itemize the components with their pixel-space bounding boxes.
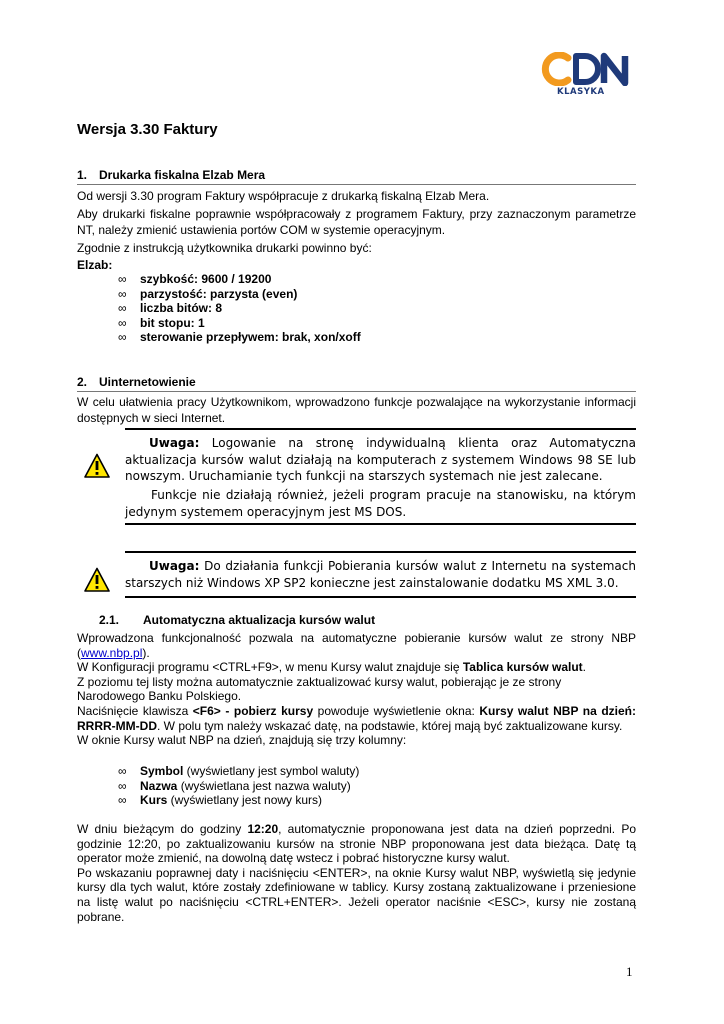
section-2-1-tail	[77, 822, 636, 924]
section-2-1-p1	[77, 631, 636, 660]
p2-end: .	[582, 660, 586, 675]
section-2-rule	[77, 391, 636, 392]
columns-list	[118, 764, 359, 808]
list-item: ∞ bit stopu: 1	[118, 316, 361, 331]
section-2-p1: W celu ułatwienia pracy Użytkownikom, wprowadzono funkcje pozwalające na wykorzystanie informacji dostępnych w sieci Internet.	[77, 395, 636, 425]
p4-text: Naciśnięcie klawisza	[77, 703, 193, 718]
page-title: Wersja 3.30 Faktury	[77, 121, 218, 138]
note-2-body: Do działania funkcji Pobierania kursów walut z Internetu na systemach starszych niż Windows XP SP2 konieczne jest zainstalowanie dodatku MS XML 3.0.	[125, 559, 636, 590]
warning-icon	[84, 567, 110, 593]
note-1-body: Logowanie na stronę indywidualną klienta oraz Automatyczna aktualizacja kursów walut działają na komputerach z systemem Windows 98 SE lub nowszym. Uruchamianie tych funkcji na starszych systemach nie jest zalecane.	[125, 436, 636, 483]
cdn-logo-mark	[540, 52, 635, 86]
p1-text: Wprowadzona funkcjonalność pozwala na automatyczne pobieranie kursów walut ze strony NBP (	[77, 631, 636, 660]
note-1-bottom-rule	[125, 523, 636, 525]
section-2-1-p3: Z poziomu tej listy można automatycznie zaktualizować kursy walut, pobierając je ze strony Narodowego Banku Polskiego.	[77, 674, 562, 704]
column-desc: (wyświetlana jest nazwa waluty)	[177, 778, 351, 793]
p4-bold1: <F6> - pobierz kursy	[192, 703, 314, 718]
column-desc: (wyświetlany jest nowy kurs)	[167, 793, 323, 808]
elzab-label: Elzab:	[77, 258, 113, 272]
cdn-klasyka-logo	[540, 52, 635, 102]
column-name: Kurs	[140, 793, 168, 808]
p1-end: ).	[142, 645, 150, 660]
note-1-top-rule	[125, 428, 636, 430]
section-2-1-p5: W oknie Kursy walut NBP na dzień, znajdują się trzy kolumny:	[77, 733, 407, 748]
logo-subtitle: KLASYKA	[557, 87, 605, 97]
section-1-rule	[77, 184, 636, 185]
section-2-title: Uinternetowienie	[99, 375, 196, 389]
section-2-heading	[77, 375, 196, 389]
column-desc: (wyświetlany jest symbol waluty)	[183, 764, 360, 778]
list-item: ∞ sterowanie przepływem: brak, xon/xoff	[118, 330, 361, 345]
section-1-title: Drukarka fiskalna Elzab Mera	[99, 168, 266, 182]
elzab-settings-list	[118, 272, 361, 345]
note-1-text	[125, 435, 636, 485]
section-1-heading	[77, 168, 265, 182]
section-2-1-p4	[77, 704, 636, 733]
column-name: Nazwa	[140, 778, 178, 793]
p6-text: W dniu bieżącym do godziny	[77, 822, 248, 836]
section-1-p1: Od wersji 3.30 program Faktury współpracuje z drukarką fiskalną Elzab Mera.	[77, 189, 490, 203]
note-2-bottom-rule	[125, 596, 636, 598]
note-2-top-rule	[125, 551, 636, 553]
section-1-p2: Aby drukarki fiskalne poprawnie współpracowały z programem Faktury, przy zaznaczonym parametrze NT, należy zmienić ustawienia portów COM w systemie operacyjnym.	[77, 207, 636, 237]
column-name: Symbol	[140, 764, 184, 778]
note-1-text2: Funkcje nie działają również, jeżeli program pracuje na stanowisku, na którym jedynym systemem operacyjnym jest MS DOS.	[125, 488, 636, 519]
note-2-label: Uwaga:	[149, 559, 200, 573]
section-2-1-heading	[99, 613, 375, 627]
section-2-1-p2	[77, 660, 636, 675]
section-2-number: 2.	[77, 375, 88, 389]
section-1-p3: Zgodnie z instrukcją użytkownika drukarki powinno być:	[77, 241, 372, 255]
p2-text: W Konfiguracji programu <CTRL+F9>, w menu Kursy walut znajduje się	[77, 660, 463, 675]
list-item: ∞ parzystość: parzysta (even)	[118, 287, 361, 302]
note-2-text	[125, 558, 636, 591]
list-item	[118, 764, 359, 779]
list-item	[118, 793, 359, 808]
list-item: ∞ liczba bitów: 8	[118, 301, 361, 316]
p4-end: . W polu tym należy wskazać datę, na podstawie, której mają być zaktualizowane kursy.	[156, 718, 623, 733]
section-2-1-body	[77, 631, 636, 748]
p4-text2: powoduje wyświetlenie okna:	[313, 703, 480, 718]
section-2-1-title: Automatyczna aktualizacja kursów walut	[143, 613, 376, 627]
list-item	[118, 779, 359, 794]
section-1-number: 1.	[77, 168, 88, 182]
list-item: ∞ szybkość: 9600 / 19200	[118, 272, 361, 287]
section-2-1-p6	[77, 822, 636, 866]
p2-bold: Tablica kursów walut	[462, 660, 583, 675]
section-2-1-number: 2.1.	[99, 613, 120, 627]
p6-end: , automatycznie proponowana jest data na dzień poprzedni. Po godzinie 12:20, po zaktualizowaniu kursów na stronie NBP proponowana jest data bieżąca. Datę tą operator może zmienić, na dowolną datę wstecz i pobrać historyczne kursy walut.	[77, 822, 636, 866]
page-number: 1	[626, 964, 633, 979]
section-2-1-p7: Po wskazaniu poprawnej daty i naciśnięciu <ENTER>, na oknie Kursy walut NBP, wyświetlą się jedynie kursy dla tych walut, które zostały zdefiniowane w tablicy. Kursy zostaną zaktualizowane i przeniesione na listę walut po naciśnięciu <CTRL+ENTER>. Jeżeli operator naciśnie <ESC>, kursy nie zostaną pobrane.	[77, 865, 636, 924]
warning-icon	[84, 453, 110, 479]
p4-bold2: Kursy walut NBP na dzień: RRRR-MM-DD	[77, 703, 636, 733]
p6-bold: 12:20	[247, 822, 279, 836]
nbp-link[interactable]: www.nbp.pl	[81, 645, 143, 660]
note-1-label: Uwaga:	[149, 436, 200, 450]
